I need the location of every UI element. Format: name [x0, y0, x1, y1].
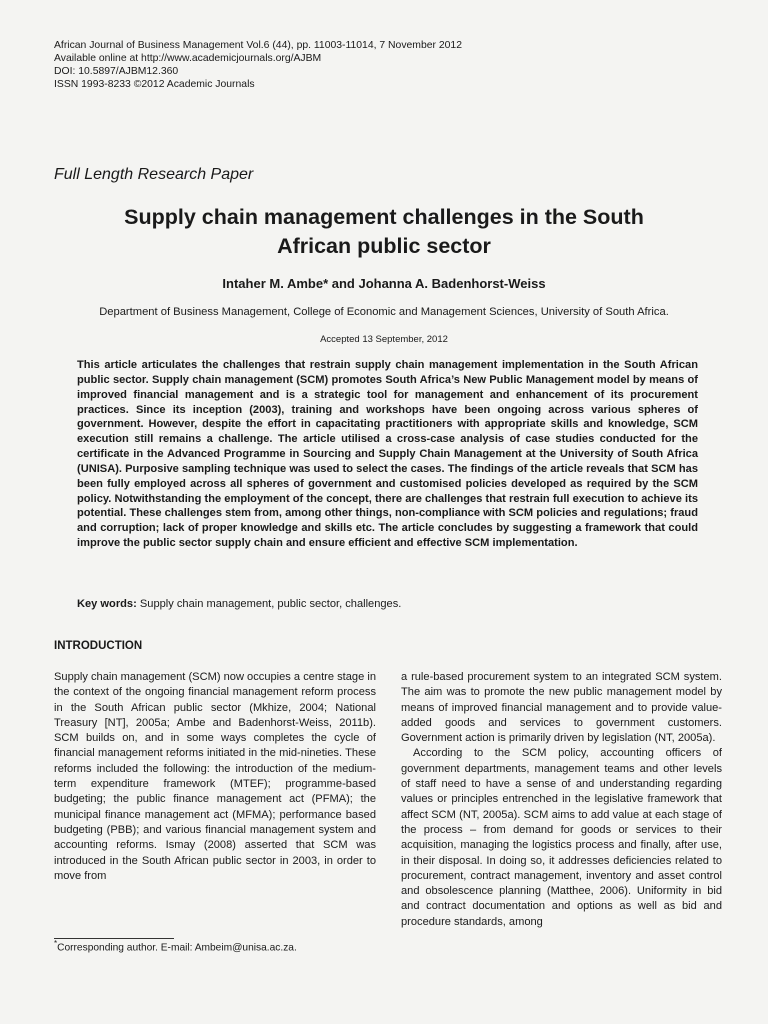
section-heading-introduction: INTRODUCTION — [54, 640, 143, 652]
keywords-label: Key words: — [77, 598, 137, 610]
footnote-marker: * — [54, 939, 58, 948]
intro-paragraph-1: Supply chain management (SCM) now occupies a centre stage in the context of the ongoing financial management reform process in the South African public sector (Mkhize, 2004; National Treasury [NT], 2005a; Ambe and Badenhorst-Weiss, 2011b). SCM builds on, and in some ways completes the cycle of financial management reforms initiated in the mid-nineties. These reforms included the following: the introduction of the medium-term expenditure framework (MTEF); programme-based budgeting; the public finance management act (PFMA); the municipal finance management act (MFMA); performance based budgeting (PBB); and various financial management system and accounting reforms. Ismay (2008) asserted that SCM was introduced in the South African public sector in 2003, in order to move from — [54, 671, 376, 882]
abstract: This article articulates the challenges that restrain supply chain management implementation in the South African public sector. Supply chain management (SCM) promotes South Africa’s New Public Management model by means of improved financial management and is a strategic tool for management and enhancement of its procurement practices. Since its inception (2003), training and workshops have been ongoing across various spheres of government. However, despite the effort in capacitating practitioners with appropriate skills and knowledge, SCM execution still remains a challenge. The article utilised a cross-case analysis of case studies conducted for the certificate in the Advanced Programme in Sourcing and Supply Chain Management at the University of South Africa (UNISA). Purposive sampling technique was used to select the cases. The findings of the article reveals that SCM has been fully employed across all spheres of government and customised policies developed as required by the SCM policy. Notwithstanding the employment of the concept, there are challenges that restrain full execution to achieve its potential. These challenges stem from, among other things, non-compliance with SCM policies and regulations; fraud and corruption; lack of proper knowledge and skills etc. The article concludes by suggesting a framework that could improve the public sector supply chain and ensure efficient and effective SCM implementation. — [77, 359, 698, 550]
accepted-date: Accepted 13 September, 2012 — [320, 334, 448, 345]
authors: Intaher M. Ambe* and Johanna A. Badenhorst-Weiss — [222, 276, 546, 291]
footnote-text: Corresponding author. E-mail: Ambeim@unisa.ac.za. — [57, 942, 297, 954]
issn: ISSN 1993-8233 ©2012 Academic Journals — [54, 79, 255, 90]
left-column — [54, 670, 376, 884]
keywords — [77, 598, 698, 610]
footnote — [54, 939, 297, 953]
article-type: Full Length Research Paper — [54, 166, 254, 183]
affiliation: Department of Business Management, College of Economic and Management Sciences, University of South Africa. — [99, 306, 669, 318]
intro-paragraph-2: a rule-based procurement system to an integrated SCM system. The aim was to promote the new public management model by means of improved financial management and to provide value-added goods and services to government customers. Government action is primarily driven by legislation (NT, 2005a). — [401, 671, 722, 745]
right-column — [401, 670, 722, 930]
paper-title-line2: African public sector — [277, 234, 491, 258]
journal-citation: African Journal of Business Management Vol.6 (44), pp. 11003-11014, 7 November 2012 — [54, 40, 462, 51]
doi: DOI: 10.5897/AJBM12.360 — [54, 66, 179, 77]
paper-title-line1: Supply chain management challenges in the South — [124, 205, 644, 229]
journal-header — [54, 39, 462, 91]
keywords-text: Supply chain management, public sector, challenges. — [136, 598, 402, 610]
intro-paragraph-3: According to the SCM policy, accounting officers of government departments, management teams and other levels of staff need to have a sense of and understanding regarding values or principles entrenched in the legislative framework that affect SCM (NT, 2005a). SCM aims to add value at each stage of the process – from demand for goods or services to their acquisition, managing the logistics process and finally, after use, in their disposal. In doing so, it addresses deficiencies related to procurement, contract management, inventory and asset control and obsolescence planning (Matthee, 2006). Uniformity in bid and contract documentation and options as well as bid and procedure standards, among — [401, 747, 722, 928]
journal-url: Available online at http://www.academicjournals.org/AJBM — [54, 53, 322, 64]
paper-title — [40, 203, 728, 261]
